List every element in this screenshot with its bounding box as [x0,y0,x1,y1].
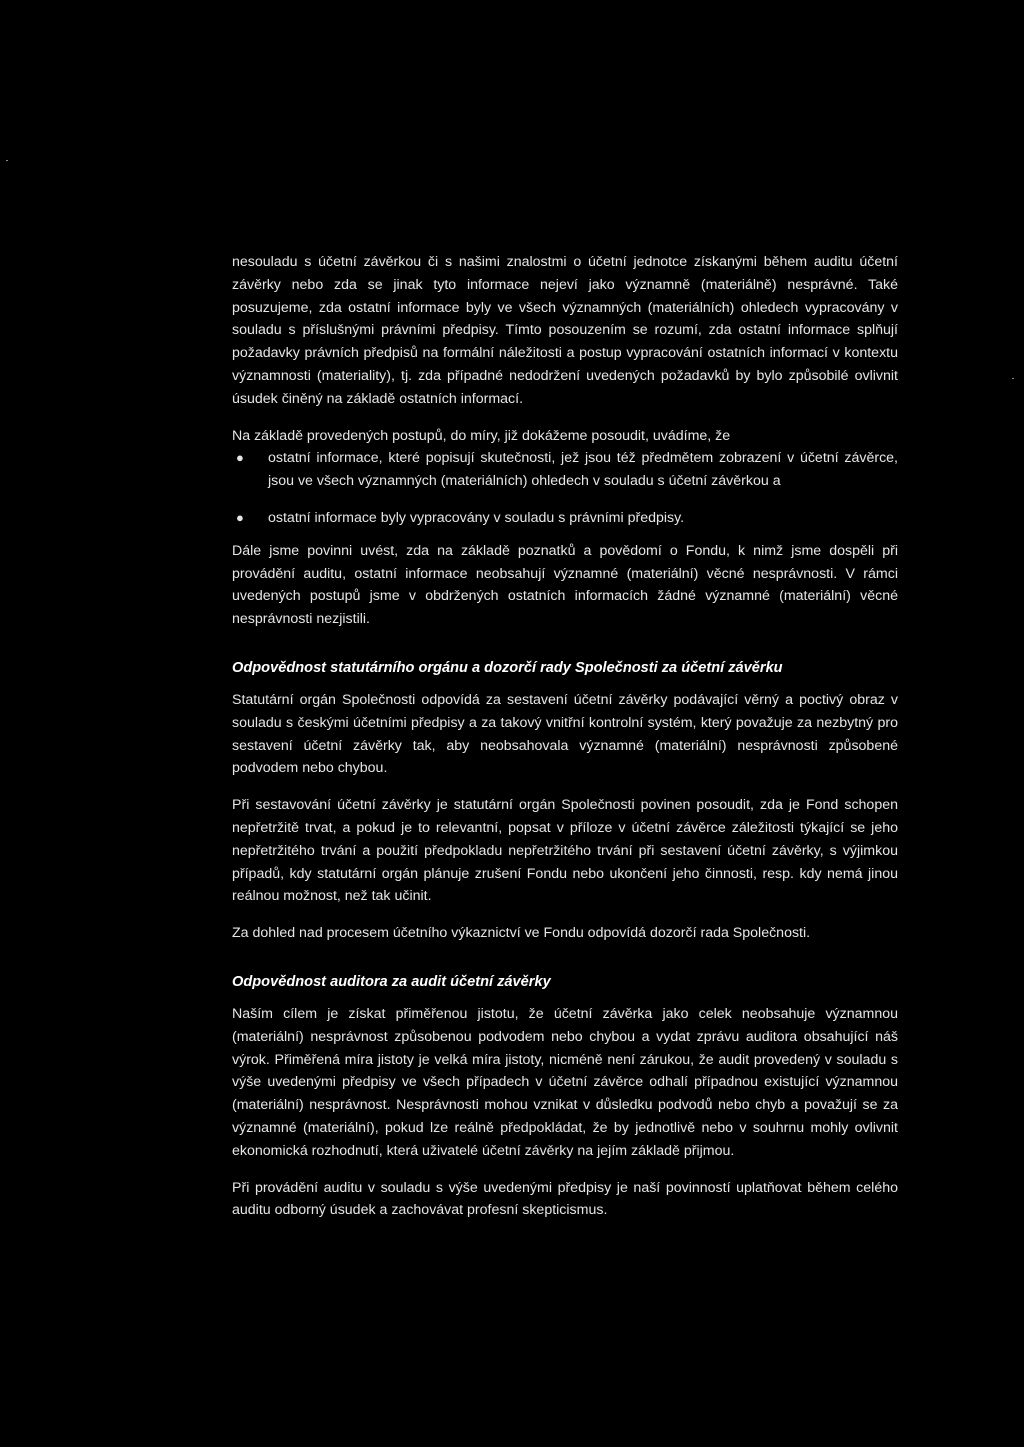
section-heading-board-responsibility: Odpovědnost statutárního orgánu a dozorčí rady Společnosti za účetní závěrku [232,659,783,676]
bullet-dot-icon: ● [236,450,244,466]
board-paragraph: Při sestavování účetní závěrky je statutární orgán Společnosti povinen posoudit, zda je Fond schopen nepřetržitě trvat, a pokud je to relevantní, popsat v příloze v účetní závěrce záležitosti týkající se jeho nepřetržitého trvání a použití předpokladu nepřetržitého trvání při sestavení účetní závěrky, s výjimkou případů, kdy statutární orgán plánuje zrušení Fondu nebo ukončení jeho činnosti, resp. kdy nemá jinou reálnou možnost, než tak učinit. [232,797,898,905]
board-paragraph: Statutární orgán Společnosti odpovídá za sestavení účetní závěrky podávající věrný a poctivý obraz v souladu s českými účetními předpisy a za takový vnitřní kontrolní systém, který považuje za nezbytný pro sestavení účetní závěrky tak, aby neobsahovala významné (materiální) nesprávnosti způsobené podvodem nebo chybou. [232,691,898,777]
procedures-intro-paragraph: Na základě provedených postupů, do míry, již dokážeme posoudit, uvádíme, že [232,427,731,444]
bullet-text: ostatní informace, které popisují skutečnosti, jež jsou též předmětem zobrazení v účetní závěrce, jsou ve všech významných (materiálních) ohledech v souladu s účetní závěrkou a [268,450,898,490]
auditor-paragraph: Při provádění auditu v souladu s výše uvedenými předpisy je naší povinností uplatňovat během celého auditu odborný úsudek a zachovávat profesní skepticismus. [232,1179,898,1219]
section-heading-auditor-responsibility: Odpovědnost auditora za audit účetní závěrky [232,973,551,990]
scan-speck [6,160,8,161]
board-paragraph: Za dohled nad procesem účetního výkaznictví ve Fondu odpovídá dozorčí rada Společnosti. [232,925,811,942]
findings-paragraph: Dále jsme povinni uvést, zda na základě poznatků a povědomí o Fondu, k nimž jsme dospěli při provádění auditu, ostatní informace neobsahují významné (materiální) věcné nesprávnosti. V rámci uvedených postupů jsme v obdržených ostatních informacích žádné významné (materiální) věcné nesprávnosti nezjistili. [232,542,898,628]
bullet-text: ostatní informace byly vypracovány v souladu s právními předpisy. [268,509,685,526]
bullet-dot-icon: ● [236,509,244,525]
findings-bullet-list [232,447,898,529]
scan-speck [1012,378,1014,379]
auditor-paragraph: Naším cílem je získat přiměřenou jistotu, že účetní závěrka jako celek neobsahuje významnou (materiální) nesprávnost způsobenou podvodem nebo chybou a vydat zprávu auditora obsahující náš výrok. Přiměřená míra jistoty je velká míra jistoty, nicméně není zárukou, že audit provedený v souladu s výše uvedenými předpisy ve všech případech v účetní závěrce odhalí případnou existující významnou (materiální) nesprávnost. Nesprávnosti mohou vznikat v důsledku podvodů nebo chyb a považují se za významné (materiální), pokud lze reálně předpokládat, že by jednotlivě nebo v souhrnu mohly ovlivnit ekonomická rozhodnutí, která uživatelé účetní závěrky na jejím základě přijmou. [232,1005,898,1159]
bullet-item [232,507,898,530]
document-body [232,251,898,1222]
bullet-item [232,447,898,493]
intro-paragraph: nesouladu s účetní závěrkou či s našimi znalostmi o účetní jednotce získanými během auditu účetní závěrky nebo zda se jinak tyto informace nejeví jako významně (materiálně) nesprávné. Také posuzujeme, zda ostatní informace byly ve všech významných (materiálních) ohledech vypracovány v souladu s příslušnými právními předpisy. Tímto posouzením se rozumí, zda ostatní informace splňují požadavky právních předpisů na formální náležitosti a postup vypracování ostatních informací v kontextu významnosti (materiality), tj. zda případné nedodržení uvedených požadavků by bylo způsobilé ovlivnit úsudek činěný na základě ostatních informací. [232,254,898,407]
